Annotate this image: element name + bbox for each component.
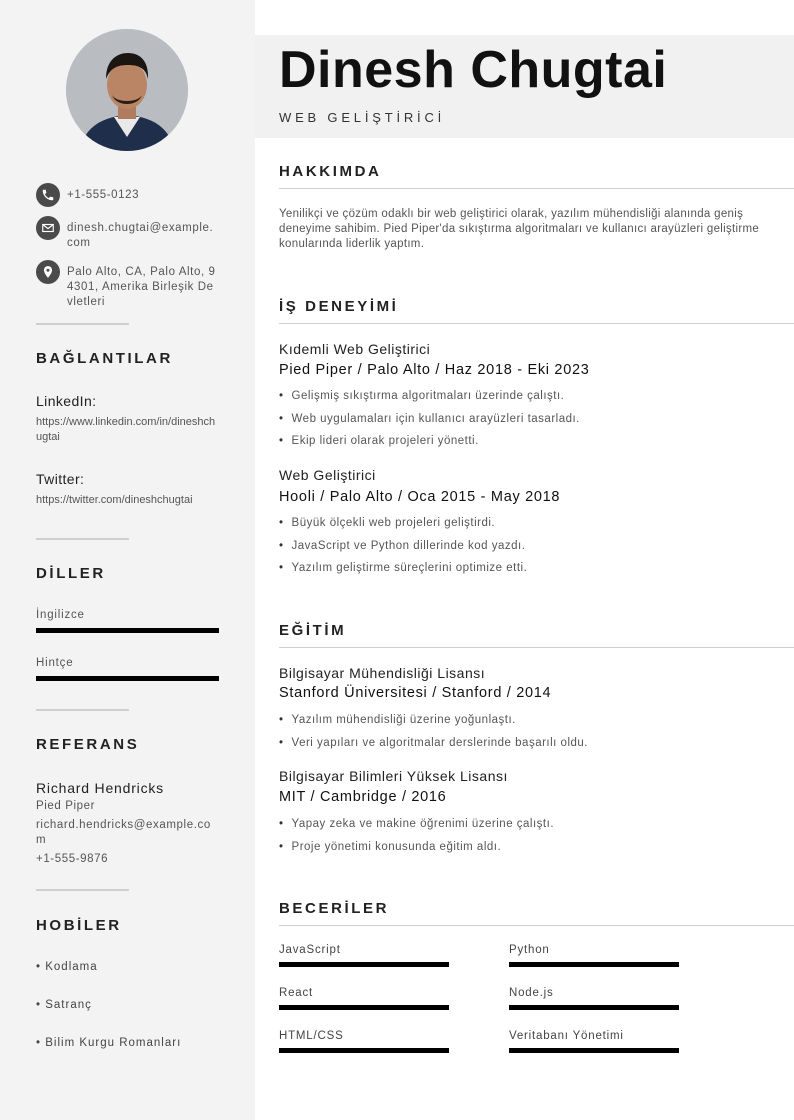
bullet-item: • Büyük ölçekli web projeleri geliştirdi. [279,515,527,538]
phone-icon [36,183,60,207]
divider [36,323,129,325]
education-heading: EĞİTİM [279,622,347,639]
contact-phone [36,183,226,207]
reference-phone: +1-555-9876 [36,853,109,865]
skill-label: React [279,987,314,999]
about-heading: HAKKIMDA [279,163,382,180]
bullet-item: • Yazılım mühendisliği üzerine yoğunlaştı. [279,712,588,735]
profile-photo [66,29,188,151]
hobby-item: • Satranç [36,999,92,1011]
bullet-item: • Yazılım geliştirme süreçlerini optimize etti. [279,560,527,583]
bullet-item: • Yapay zeka ve makine öğrenimi üzerine çalıştı. [279,816,554,839]
language-english: İngilizce [36,609,85,621]
sidebar [0,0,255,1120]
hobby-label: Satranç [45,999,92,1011]
job-title: Web Geliştirici [279,467,376,483]
mail-icon [36,216,60,240]
skill-level-bar [279,962,449,967]
address-text: Palo Alto, CA, Palo Alto, 94301, Amerika Birleşik Devletleri [67,266,216,308]
languages-heading: DİLLER [36,565,106,582]
twitter-label: Twitter: [36,471,85,487]
reference-company: Pied Piper [36,800,96,812]
job-subtitle: Pied Piper / Palo Alto / Haz 2018 - Eki 2023 [279,362,590,378]
skills-heading: BECERİLER [279,900,390,917]
skill-level-bar [509,962,679,967]
skill-label: Python [509,944,550,956]
bullet-item: • Ekip lideri olarak projeleri yönetti. [279,433,580,456]
contact-address [36,260,226,310]
language-level-bar [36,676,219,681]
section-rule [279,188,794,189]
reference-name: Richard Hendricks [36,780,164,796]
location-pin-icon [36,260,60,284]
reference-email[interactable]: richard.hendricks@example.com [36,819,211,846]
bullet-item: • Proje yönetimi konusunda eğitim aldı. [279,839,554,862]
hobby-item: • Kodlama [36,961,98,973]
bullet-item: • Web uygulamaları için kullanıcı arayüzleri tasarladı. [279,411,580,434]
phone-text: +1-555-0123 [67,189,140,201]
hobby-item: • Bilim Kurgu Romanları [36,1037,182,1049]
degree-subtitle: MIT / Cambridge / 2016 [279,789,447,805]
about-text: Yenilikçi ve çözüm odaklı bir web geliştirici olarak, yazılım mühendisliği alanında geniş deneyime sahibim. Pied Piper'da sıkıştırma algoritmaları ve kullanıcı arayüzleri geliştirme konularında liderlik yaptım. [279,208,760,250]
hobbies-heading: HOBİLER [36,917,122,934]
links-heading: BAĞLANTILAR [36,350,173,367]
email-text[interactable]: dinesh.chugtai@example.com [67,222,214,249]
skill-level-bar [279,1005,449,1010]
skill-level-bar [509,1005,679,1010]
contact-list [36,183,226,319]
job-role: WEB GELİŞTİRİCİ [279,110,446,125]
skill-label: Node.js [509,987,554,999]
section-rule [279,925,794,926]
section-rule [279,323,794,324]
language-level-bar [36,628,219,633]
job-bullets [279,515,527,583]
hobby-label: Bilim Kurgu Romanları [45,1037,182,1049]
divider [36,709,129,711]
degree-title: Bilgisayar Bilimleri Yüksek Lisansı [279,768,508,784]
person-name: Dinesh Chugtai [279,41,668,99]
reference-heading: REFERANS [36,736,140,753]
skill-label: Veritabanı Yönetimi [509,1030,624,1042]
job-subtitle: Hooli / Palo Alto / Oca 2015 - May 2018 [279,489,561,505]
skill-level-bar [279,1048,449,1053]
degree-title: Bilgisayar Mühendisliği Lisansı [279,665,486,681]
degree-bullets [279,712,588,757]
divider [36,889,129,891]
linkedin-label: LinkedIn: [36,393,97,409]
bullet-item: • Veri yapıları ve algoritmalar derslerinde başarılı oldu. [279,735,588,758]
section-rule [279,647,794,648]
job-bullets [279,388,580,456]
degree-bullets [279,816,554,861]
hobby-label: Kodlama [45,961,98,973]
experience-heading: İŞ DENEYİMİ [279,298,399,315]
skill-label: HTML/CSS [279,1030,344,1042]
bullet-item: • JavaScript ve Python dillerinde kod yazdı. [279,538,527,561]
skill-level-bar [509,1048,679,1053]
divider [36,538,129,540]
linkedin-url[interactable]: https://www.linkedin.com/in/dineshchugtai [36,416,216,443]
bullet-item: • Gelişmiş sıkıştırma algoritmaları üzerinde çalıştı. [279,388,580,411]
skill-label: JavaScript [279,944,341,956]
job-title: Kıdemli Web Geliştirici [279,341,431,357]
twitter-url[interactable]: https://twitter.com/dineshchugtai [36,494,193,506]
language-hindi: Hintçe [36,657,74,669]
degree-subtitle: Stanford Üniversitesi / Stanford / 2014 [279,685,552,701]
contact-email [36,216,226,251]
